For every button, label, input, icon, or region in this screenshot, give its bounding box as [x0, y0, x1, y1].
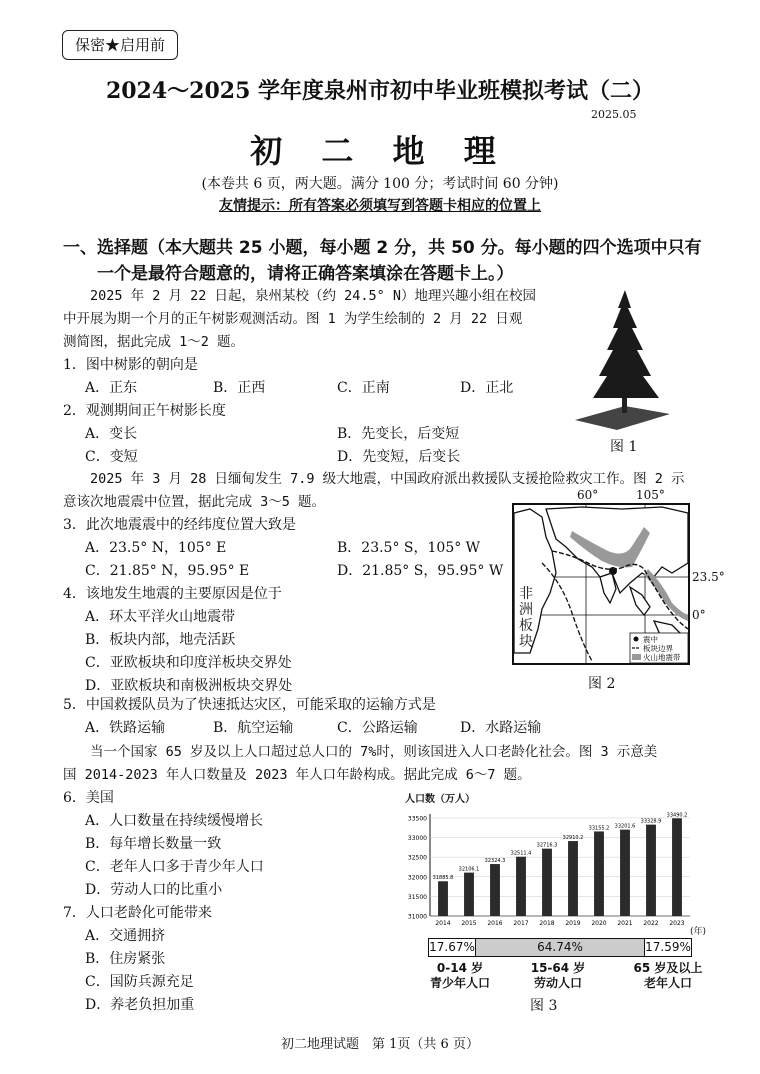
question-1-option-d: D．正北 — [460, 380, 514, 396]
question-3-option-d: D．21.85° S，95.95° W — [337, 563, 504, 579]
question-4-stem: 4．该地发生地震的主要原因是位于 — [63, 586, 282, 602]
chart-bar — [516, 857, 526, 916]
chart-xtick-label: 2017 — [513, 920, 529, 927]
earthquake-map — [512, 503, 690, 665]
question-7-stem: 7．人口老龄化可能带来 — [63, 905, 212, 921]
age-youth-range: 0-14 岁 — [436, 961, 484, 975]
chart-bar — [490, 864, 500, 916]
chart-xtick-label: 2019 — [565, 920, 581, 927]
question-7-option-d: D．养老负担加重 — [85, 997, 195, 1013]
map-lat-23-5: 23.5° — [692, 570, 725, 584]
question-2-option-b: B．先变长，后变短 — [337, 426, 460, 442]
question-6-option-d: D．劳动人口的比重小 — [85, 882, 223, 898]
question-3-option-c: C．21.85° N，95.95° E — [85, 563, 250, 579]
passage-3-line2: 国 2014-2023 年人口数量及 2023 年人口年龄构成。据此完成 6～7 题。 — [63, 767, 531, 783]
confidential-seal: 保密★启用前 — [62, 30, 178, 60]
age-working-name: 劳动人口 — [533, 976, 582, 990]
legend-volcano-symbol — [632, 654, 641, 660]
question-5-option-a: A．铁路运输 — [85, 720, 166, 736]
section-heading — [63, 235, 703, 287]
section-heading-line1: 一、选择题（本大题共 25 小题，每小题 2 分，共 50 分。每小题的四个选项中只有 — [63, 238, 702, 258]
age-working-label — [518, 961, 598, 991]
chart-value-label: 32716.3 — [536, 842, 558, 849]
age-youth-label — [420, 961, 500, 991]
chart-xtick-label: 2020 — [591, 920, 607, 927]
question-6-option-a: A．人口数量在持续缓慢增长 — [85, 813, 264, 829]
question-5-option-d: D．水路运输 — [460, 720, 542, 736]
chart-bar — [594, 831, 604, 916]
chart-ytick-label: 32500 — [407, 854, 427, 862]
question-4-option-b: B．板块内部，地壳活跃 — [85, 632, 236, 648]
question-2-option-d: D．先变短，后变长 — [337, 449, 461, 465]
passage-1-line1: 2025 年 2 月 22 日起，泉州某校（约 24.5° N）地理兴趣小组在校园 — [90, 288, 537, 304]
exam-note: (本卷共 6 页，两大题。满分 100 分；考试时间 60 分钟) — [201, 176, 559, 192]
passage-1-line2: 中开展为期一个月的正午树影观测活动。图 1 为学生绘制的 2 月 22 日观 — [63, 311, 523, 327]
chart-xtick-label: 2022 — [643, 920, 659, 927]
tree-crown — [593, 290, 659, 398]
exam-title: 2024～2025 学年度泉州市初中毕业班模拟考试（二） — [105, 78, 655, 104]
legend-epicenter-label: 震中 — [643, 635, 658, 644]
passage-2-line1: 2025 年 3 月 28 日缅甸发生 7.9 级大地震，中国政府派出救援队支援抢险救灾工作。图 2 示 — [90, 471, 685, 487]
chart-ytick-label: 33500 — [407, 815, 427, 823]
question-2-option-c: C．变短 — [85, 449, 138, 465]
chart-value-label: 33155.2 — [588, 825, 610, 832]
tree-figure — [555, 288, 670, 433]
age-working-pct: 64.74% — [476, 939, 645, 956]
map-lat-0: 0° — [692, 608, 706, 622]
chart-bar — [464, 873, 474, 916]
chart-xtick-label: 2014 — [435, 920, 451, 927]
age-elderly-label — [628, 961, 708, 991]
passage-3-line1: 当一个国家 65 岁及以上人口超过总人口的 7%时，则该国进入人口老龄化社会。图 3 示意美 — [90, 744, 658, 760]
chart-value-label: 33490.2 — [666, 812, 688, 819]
chart-ylabel: 人口数（万人） — [405, 794, 475, 805]
friendly-tip: 友情提示：所有答案必须填写到答题卡相应的位置上 — [219, 198, 541, 214]
legend-boundary-label: 板块边界 — [643, 644, 673, 653]
chart-bar — [646, 825, 656, 916]
chart-value-label: 31885.8 — [432, 875, 454, 882]
question-7-option-b: B．住房紧张 — [85, 951, 166, 967]
age-working-range: 15-64 岁 — [530, 961, 586, 975]
figure-1-caption: 图 1 — [610, 439, 638, 455]
question-7-option-c: C．国防兵源充足 — [85, 974, 194, 990]
question-1-option-a: A．正东 — [85, 380, 138, 396]
question-6-option-c: C．老年人口多于青少年人口 — [85, 859, 264, 875]
chart-xtick-label: 2018 — [539, 920, 555, 927]
page-footer: 初二地理试题 第 1页（共 6 页） — [281, 1037, 479, 1052]
chart-value-label: 33328.9 — [640, 818, 662, 825]
question-5-option-c: C．公路运输 — [337, 720, 418, 736]
africa-plate-label: 非 洲 板 块 — [519, 586, 533, 650]
question-3-stem: 3．此次地震震中的经纬度位置大致是 — [63, 517, 296, 533]
chart-ytick-label: 33000 — [407, 835, 427, 843]
age-elderly-range: 65 岁及以上 — [633, 961, 703, 975]
age-youth-pct: 17.67% — [429, 940, 475, 954]
question-4-option-c: C．亚欧板块和印度洋板块交界处 — [85, 655, 292, 671]
question-4-option-a: A．环太平洋火山地震带 — [85, 609, 236, 625]
question-5-option-b: B．航空运输 — [213, 720, 294, 736]
question-1-stem: 1．图中树影的朝向是 — [63, 357, 198, 373]
section-heading-line2: 一个是最符合题意的，请将正确答案填涂在答题卡上。） — [97, 264, 514, 284]
chart-xtick-label: 2023 — [669, 920, 685, 927]
chart-bar — [672, 818, 682, 916]
question-4-option-d: D．亚欧板块和南极洲板块交界处 — [85, 678, 293, 694]
chart-bar — [568, 841, 578, 916]
legend-epicenter-symbol — [634, 637, 639, 642]
question-6-option-b: B．每年增长数量一致 — [85, 836, 222, 852]
chart-xtick-label: 2015 — [461, 920, 477, 927]
chart-value-label: 32910.2 — [562, 835, 584, 842]
population-chart — [400, 806, 710, 936]
legend-volcano-label: 火山地震带 — [643, 653, 681, 662]
age-elderly-pct: 17.59% — [645, 940, 691, 954]
chart-ytick-label: 31000 — [407, 913, 427, 921]
passage-1-line3: 测简图，据此完成 1～2 题。 — [63, 334, 245, 350]
exam-date: 2025.05 — [591, 108, 637, 121]
age-elderly-name: 老年人口 — [643, 976, 692, 990]
figure-3-caption: 图 3 — [530, 998, 558, 1014]
question-2-option-a: A．变长 — [85, 426, 138, 442]
passage-2-line2: 意该次地震震中位置，据此完成 3～5 题。 — [63, 494, 326, 510]
chart-value-label: 33201.6 — [614, 823, 636, 830]
chart-ytick-label: 32000 — [407, 874, 427, 882]
age-structure-bar — [428, 938, 692, 957]
question-7-option-a: A．交通拥挤 — [85, 928, 166, 944]
chart-ytick-label: 31500 — [407, 893, 427, 901]
question-1-option-c: C．正南 — [337, 380, 390, 396]
chart-bar — [438, 881, 448, 916]
chart-value-label: 32324.3 — [484, 858, 506, 865]
chart-xtick-label: 2016 — [487, 920, 503, 927]
chart-value-label: 32511.4 — [510, 850, 532, 857]
epicenter-marker — [609, 567, 617, 575]
age-youth-name: 青少年人口 — [429, 976, 490, 990]
question-6-stem: 6．美国 — [63, 790, 114, 806]
chart-xunit: (年) — [690, 927, 707, 937]
chart-xtick-label: 2021 — [617, 920, 633, 927]
chart-value-label: 32106.1 — [458, 866, 480, 873]
map-lon-60: 60° — [577, 488, 599, 502]
question-2-stem: 2．观测期间正午树影长度 — [63, 403, 226, 419]
question-3-option-b: B．23.5° S，105° W — [337, 540, 481, 556]
subject-title: 初 二 地 理 — [250, 132, 510, 170]
figure-2-caption: 图 2 — [588, 676, 616, 692]
chart-bar — [620, 830, 630, 916]
question-5-stem: 5．中国救援队员为了快速抵达灾区，可能采取的运输方式是 — [63, 697, 436, 713]
question-1-option-b: B．正西 — [213, 380, 266, 396]
map-lon-105: 105° — [636, 488, 665, 502]
question-3-option-a: A．23.5° N，105° E — [85, 540, 227, 556]
chart-bar — [542, 849, 552, 916]
